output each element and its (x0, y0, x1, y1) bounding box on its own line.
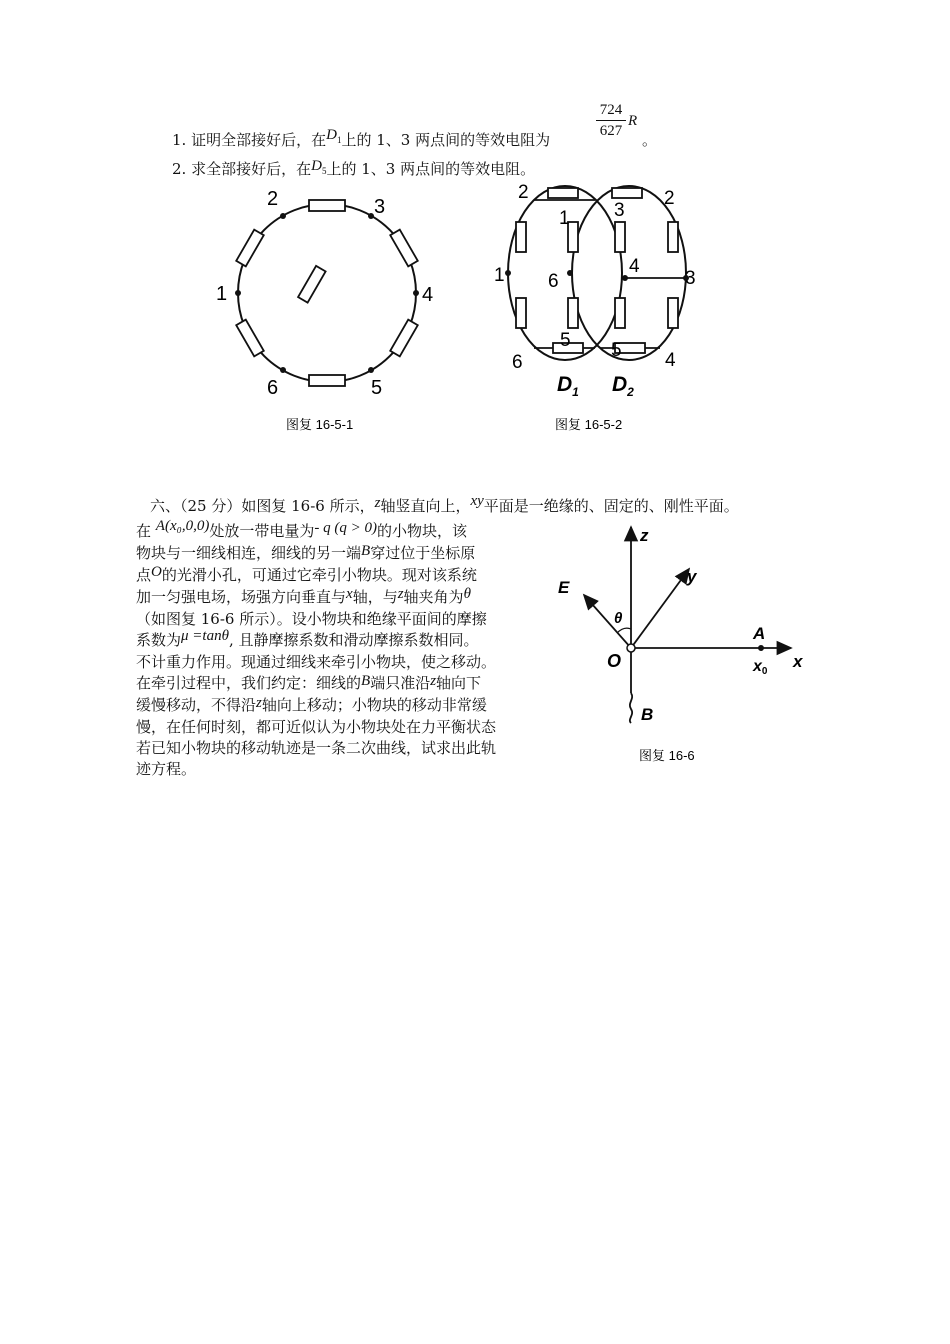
e-field-arrow (584, 595, 631, 648)
problem6-body (136, 518, 556, 780)
p6-line-6: 系数为μ =tanθ, 且静摩擦系数和滑动摩擦系数相同。 (136, 628, 479, 649)
p6-line-8: 在牵引过程中，我们约定：细线的B端只准沿z轴向下 (136, 673, 482, 692)
f2-label-d2: $D_2$ (612, 373, 634, 399)
node-4 (413, 290, 419, 296)
d2-resistor-right-bottom (668, 298, 678, 328)
item1-text-pre: 证明全部接好后，在 (191, 131, 327, 149)
d2-resistor-left-top (615, 222, 625, 252)
item2-text-pre: 求全部接好后，在 (191, 160, 312, 178)
header-xy: xy (470, 493, 484, 509)
f2-label-3-inner: 3 (614, 200, 625, 221)
item1-d-symbol: $D_1$ (326, 127, 342, 145)
f2-label-2: 2 (518, 182, 529, 203)
node-1 (235, 290, 241, 296)
p6-line-5: （如图复 16-6 所示）。设小物块和绝缘平面间的摩擦 (136, 610, 487, 628)
item1-fraction (596, 101, 626, 140)
p6-line-7: 不计重力作用。现通过细线来牵引小物块，使之移动。 (136, 653, 497, 671)
item2-number: 2. (172, 160, 187, 178)
x0-label: x0 (753, 658, 768, 677)
item1-text-mid: 上的 1、3 两点间的等效电阻为 (341, 131, 551, 149)
d1-resistor-left-top (516, 222, 526, 252)
figure-16-5-1 (200, 180, 460, 450)
header-z: z (374, 495, 381, 511)
resistor-upper-right (298, 266, 326, 303)
z-label: z (640, 526, 649, 545)
theta-arc (617, 628, 631, 633)
d2-resistor-left-bottom (615, 298, 625, 328)
fraction-denominator: 627 (599, 123, 623, 139)
string-end (630, 693, 632, 723)
f2-label-6: 6 (512, 352, 523, 373)
label-3: 3 (374, 196, 386, 218)
d2-resistor-top (612, 188, 642, 198)
fraction-numerator: 724 (599, 102, 623, 118)
caption-16-6: 图复 16-6 (639, 748, 695, 763)
d1-resistor-left-bottom (516, 298, 526, 328)
figure-16-5-2 (490, 180, 720, 450)
p6-line-9: 缓慢移动，不得沿z轴向上移动；小物块的移动非常缓 (136, 695, 487, 714)
y-label: y (687, 567, 697, 586)
problem6-header (150, 493, 739, 517)
fraction-bar (596, 120, 626, 121)
caption-16-5-2: 图复 16-5-2 (555, 417, 623, 432)
node-2 (280, 213, 286, 219)
f2-label-6-inner: 6 (548, 271, 559, 292)
figure-16-6 (555, 515, 815, 770)
label-4: 4 (422, 284, 434, 306)
f2-label-1-inner: 1 (559, 208, 570, 229)
origin-label: O (607, 651, 622, 671)
f2-label-5-d2: 5 (611, 340, 622, 361)
item1-line (172, 127, 551, 156)
resistor-l2 (236, 320, 264, 357)
e-label: E (558, 578, 570, 597)
f2-label-2-d2: 2 (664, 188, 675, 209)
f2-label-1: 1 (494, 265, 505, 286)
item2-d-symbol: $D_5$ (311, 158, 327, 176)
point-a (758, 645, 764, 651)
origin-hole (627, 644, 635, 652)
header-pre: 六、（25 分）如图复 16-6 所示， (150, 497, 375, 515)
resistor-top (309, 200, 345, 211)
item1-number: 1. (172, 131, 187, 149)
label-6: 6 (267, 377, 279, 399)
label-2: 2 (267, 188, 279, 210)
theta-label: θ (614, 610, 623, 627)
p6-line-12: 迹方程。 (136, 760, 197, 778)
item1-end: 。 (642, 131, 658, 149)
header-mid: 轴竖直向上， (380, 497, 471, 515)
item2-text-post: 上的 1、3 两点间的等效电阻。 (326, 160, 536, 178)
node-d2-4 (622, 275, 628, 281)
label-1: 1 (216, 283, 228, 305)
p6-line-2: 物块与一细线相连，细线的另一端B穿过位于坐标原 (136, 543, 476, 562)
resistor-r2 (390, 320, 418, 357)
p6-line-1: 在 A(x₀,0,0)处放一带电量为- q (q > 0)的小物块，该 (136, 518, 467, 540)
p6-line-11: 若已知小物块的移动轨迹是一条二次曲线，试求出此轨 (136, 739, 497, 757)
f2-label-d1: $D_1$ (557, 373, 579, 399)
resistor-bottom (309, 375, 345, 386)
node-d1-6 (567, 270, 573, 276)
caption-16-5-1: 图复 16-5-1 (286, 417, 354, 432)
node-6 (280, 367, 286, 373)
d2-resistor-right-top (668, 222, 678, 252)
node-d1-1 (505, 270, 511, 276)
resistor-r1 (390, 230, 418, 267)
p6-line-4: 加一匀强电场，场强方向垂直与x轴，与z轴夹角为θ (136, 586, 471, 606)
ring-wire (238, 204, 416, 382)
x-label: x (793, 652, 803, 671)
p6-line-10: 慢，在任何时刻，都可近似认为小物块处在力平衡状态 (136, 718, 497, 736)
item1-r-symbol: R (628, 113, 638, 129)
f2-label-4-inner: 4 (629, 256, 640, 277)
resistor-group (236, 230, 418, 357)
node-5 (368, 367, 374, 373)
f2-label-4-d2: 4 (665, 350, 676, 371)
label-5: 5 (371, 377, 383, 399)
b-label: B (641, 705, 654, 724)
f2-label-5-inner: 5 (560, 330, 571, 351)
p6-line-3: 点O的光滑小孔，可通过它牵引小物块。现对该系统 (136, 564, 477, 584)
resistor-l1 (236, 230, 264, 267)
d1-resistor-right-bottom (568, 298, 578, 328)
d1-resistor-top (548, 188, 578, 198)
header-post: 平面是一绝缘的、固定的、刚性平面。 (483, 497, 739, 515)
a-label: A (753, 624, 766, 643)
f2-label-3-d2: 3 (685, 268, 696, 289)
y-axis (631, 569, 689, 648)
